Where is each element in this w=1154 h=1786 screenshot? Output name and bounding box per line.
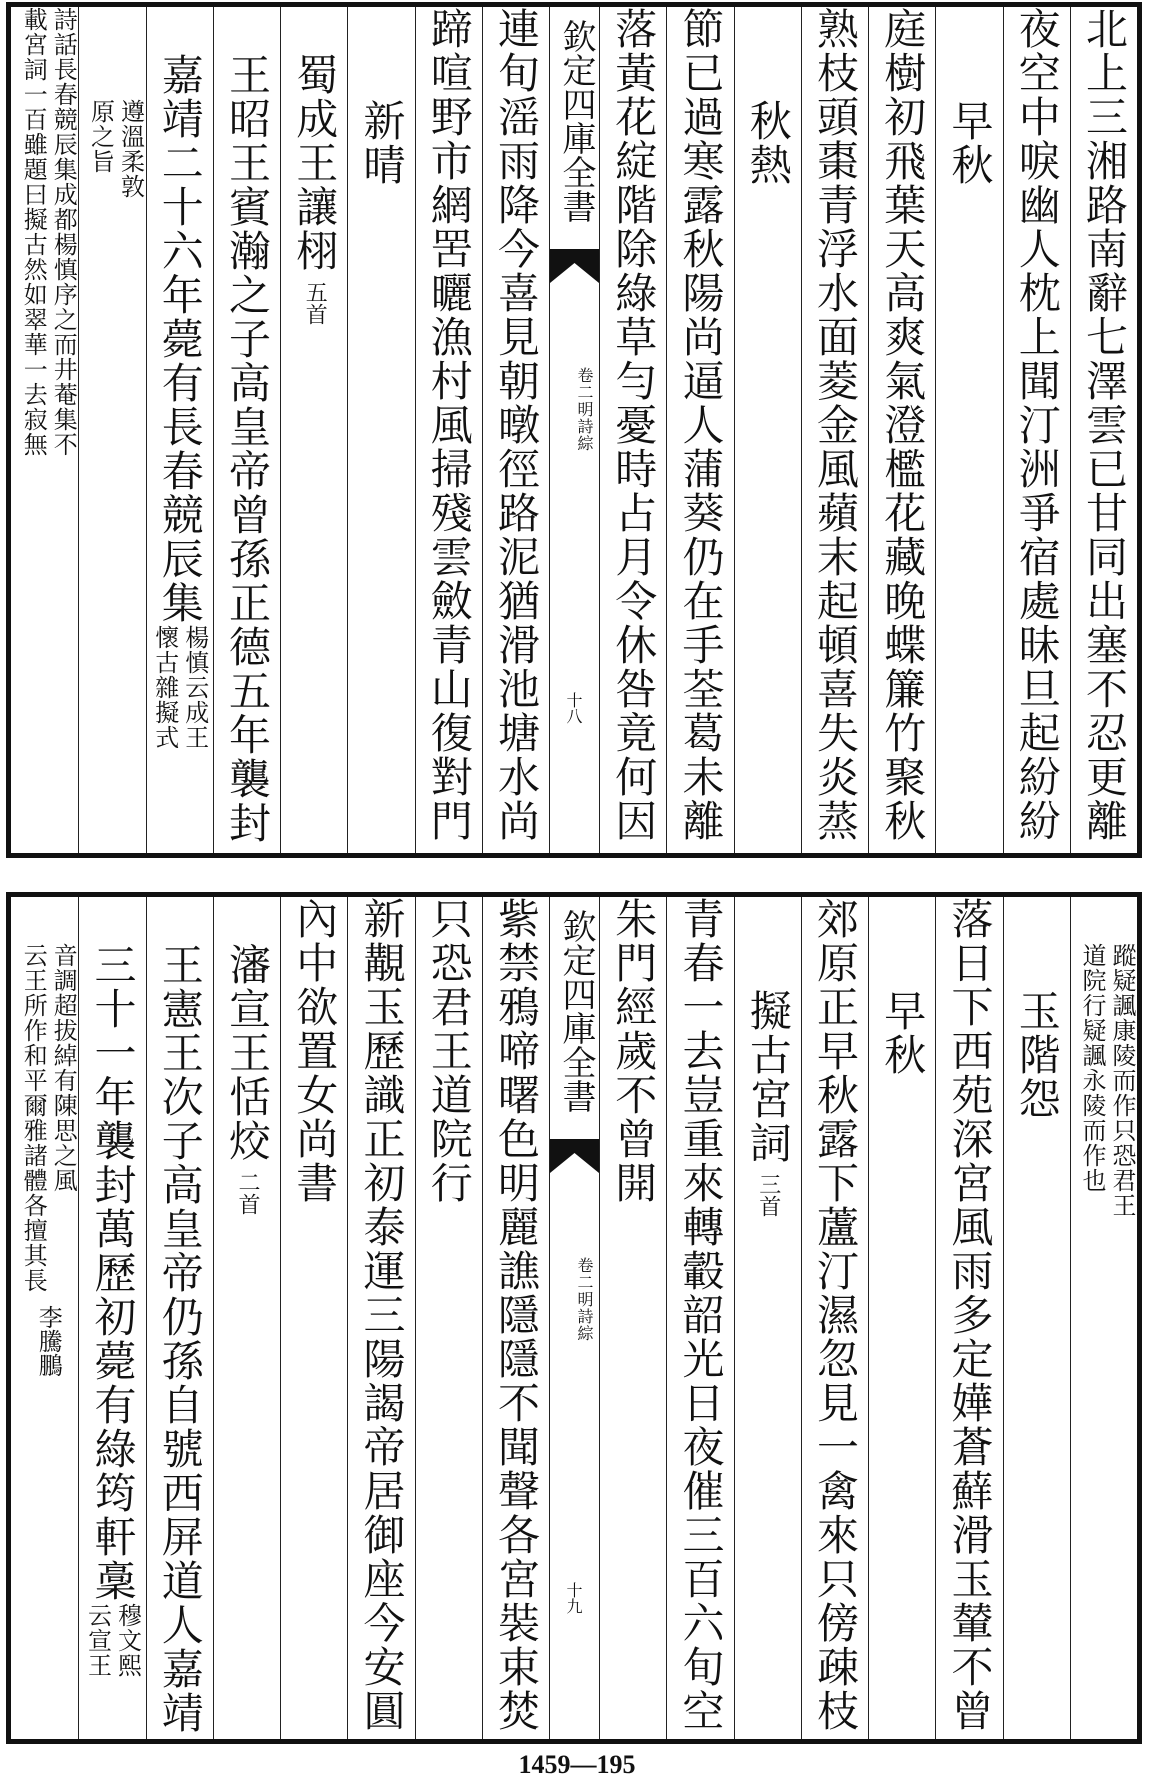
text-column (1003, 897, 1070, 1739)
volume-label-line: 卷二 (575, 1257, 594, 1291)
annotation-line: 云宣王 (83, 1603, 112, 1678)
column-text: 朱門經歲不曾開 (609, 897, 659, 1205)
volume-label-line: 明詩綜 (575, 1291, 594, 1342)
column-text: 庭樹初飛葉天高爽氣澄檻花藏晚蝶簾竹聚秋 (878, 7, 928, 843)
column-text: 三十一年襲封萬歷初薨有綠筠軒稾 (88, 943, 138, 1603)
annotation-line: 原之旨 (86, 99, 115, 174)
folio-number: 十八 (564, 692, 583, 724)
text-column (935, 7, 1002, 853)
column-text: 熟枝頭棗青浮水面菱金風蘋末起頓喜失炎蒸 (811, 7, 860, 843)
column-text: 擬古宮詞 (743, 989, 793, 1165)
column-text: 只恐君王道院行 (424, 897, 474, 1205)
text-column (11, 7, 78, 853)
text-column (801, 897, 868, 1739)
annotation-line: 載宮詞一百雖題曰擬古然如翠華一去寂無 (19, 7, 48, 457)
text-column (347, 7, 414, 853)
column-text: 蹄喧野市網罟曬漁村風掃殘雲斂青山復對門 (424, 7, 474, 843)
book-title: 欽定四庫全書 (556, 909, 596, 1113)
annotation-line: 音調超拔綽有陳思之風 (49, 943, 78, 1193)
column-text: 瀋宣王恬烄 (223, 943, 272, 1163)
column-text: 節已過寒露秋陽尚逼人蒲葵仍在手荃葛未離 (676, 7, 726, 843)
column-text: 新晴 (357, 99, 407, 187)
annotation-note (150, 625, 210, 750)
column-text: 落日下西苑深宮風雨多定嬅蒼蘚滑玉輦不曾 (945, 897, 995, 1733)
column-text: 蜀成王讓栩 (290, 53, 340, 273)
text-column (599, 897, 666, 1739)
column-text: 嘉靖二十六年薨有長春競辰集 (155, 53, 205, 625)
top-page (6, 2, 1142, 858)
text-column (868, 7, 935, 853)
annotation-line: 道院行疑諷永陵而作也 (1078, 943, 1106, 1193)
column-text: 王憲王次子高皇帝仍孫自號西屏道人嘉靖 (155, 943, 205, 1735)
annotation-author: 李騰鵬 (34, 1305, 63, 1377)
annotation-note (18, 943, 78, 1293)
bottom-page (6, 892, 1142, 1744)
folio-number: 十九 (564, 1582, 583, 1614)
center-fold-column (549, 7, 599, 853)
annotation-line: 穆文熙 (113, 1603, 142, 1678)
text-column (213, 7, 280, 853)
poem-count-note: 二首 (235, 1171, 260, 1215)
text-column (868, 897, 935, 1739)
poem-count-note: 五首 (302, 281, 328, 325)
text-column (666, 897, 733, 1739)
text-column (666, 7, 733, 853)
text-column (1070, 7, 1137, 853)
text-column (415, 7, 482, 853)
text-column (734, 897, 801, 1739)
column-text: 內中欲置女尚書 (290, 897, 340, 1205)
text-column (280, 897, 347, 1739)
column-text: 夜空中唳幽人枕上聞汀洲爭宿處昧旦起紛紛 (1012, 7, 1062, 843)
column-text: 新覯玉歷識正初泰運三陽謁帝居御座今安圓 (357, 897, 407, 1733)
text-column (78, 897, 145, 1739)
volume-label-line: 明詩綜 (575, 401, 594, 452)
annotation-line: 懷古雜擬式 (150, 625, 179, 750)
text-column (482, 897, 549, 1739)
text-column (734, 7, 801, 853)
annotation-line: 遵溫柔敦 (116, 99, 145, 199)
text-column (415, 897, 482, 1739)
text-column (78, 7, 145, 853)
annotation-note (83, 1603, 143, 1678)
text-column (599, 7, 666, 853)
column-text: 北上三湘路南辭七澤雲已甘同出塞不忍更離 (1080, 7, 1129, 843)
column-text: 紫禁鴉啼曙色明麗譙隱隱不聞聲各宮裝束焚 (492, 897, 541, 1733)
column-text: 落黃花綻階除綠草勻憂時占月令休咎竟何因 (609, 7, 659, 843)
column-text: 郊原正早秋露下蘆汀濕忽見一禽來只傍疎枝 (811, 897, 860, 1733)
column-text: 早秋 (945, 99, 995, 187)
annotation-line: 云王所作和平爾雅諸體各擅其長 (19, 943, 48, 1293)
annotation-note (86, 99, 146, 199)
text-column (801, 7, 868, 853)
column-text: 秋熱 (743, 99, 793, 187)
top-columns (11, 7, 1137, 853)
fishtail-mark-icon (550, 1139, 599, 1173)
text-column (11, 897, 78, 1739)
text-column (146, 897, 213, 1739)
column-text: 連旬滛雨降今喜見朝暾徑路泥猶滑池塘水尚 (492, 7, 541, 843)
text-column (1003, 7, 1070, 853)
fishtail-mark-icon (550, 249, 599, 283)
annotation-note (18, 7, 78, 457)
text-column (280, 7, 347, 853)
bottom-columns (11, 897, 1137, 1739)
text-column (935, 897, 1002, 1739)
column-text: 王昭王賓瀚之子高皇帝曾孫正德五年襲封 (223, 53, 272, 845)
annotation-line: 詩話長春競辰集成都楊慎序之而井菴集不 (49, 7, 78, 457)
volume-label-line: 卷二 (575, 367, 594, 401)
annotation-note (1077, 943, 1137, 1218)
poem-count-note: 三首 (755, 1173, 781, 1217)
column-text: 青春一去豈重來轉轂韶光日夜催三百六旬空 (676, 897, 726, 1733)
column-text: 早秋 (878, 989, 928, 1077)
text-column (146, 7, 213, 853)
text-column (347, 897, 414, 1739)
volume-label (575, 367, 593, 452)
text-column (482, 7, 549, 853)
text-column (1070, 897, 1137, 1739)
center-fold-column (549, 897, 599, 1739)
book-title: 欽定四庫全書 (556, 19, 596, 223)
text-column (213, 897, 280, 1739)
column-text: 玉階怨 (1012, 989, 1062, 1121)
volume-label (575, 1257, 593, 1342)
annotation-line: 蹤疑諷康陵而作只恐君王 (1108, 943, 1136, 1218)
annotation-line: 楊慎云成王 (180, 625, 209, 750)
page-footer-label: 1459—195 (518, 1750, 636, 1779)
